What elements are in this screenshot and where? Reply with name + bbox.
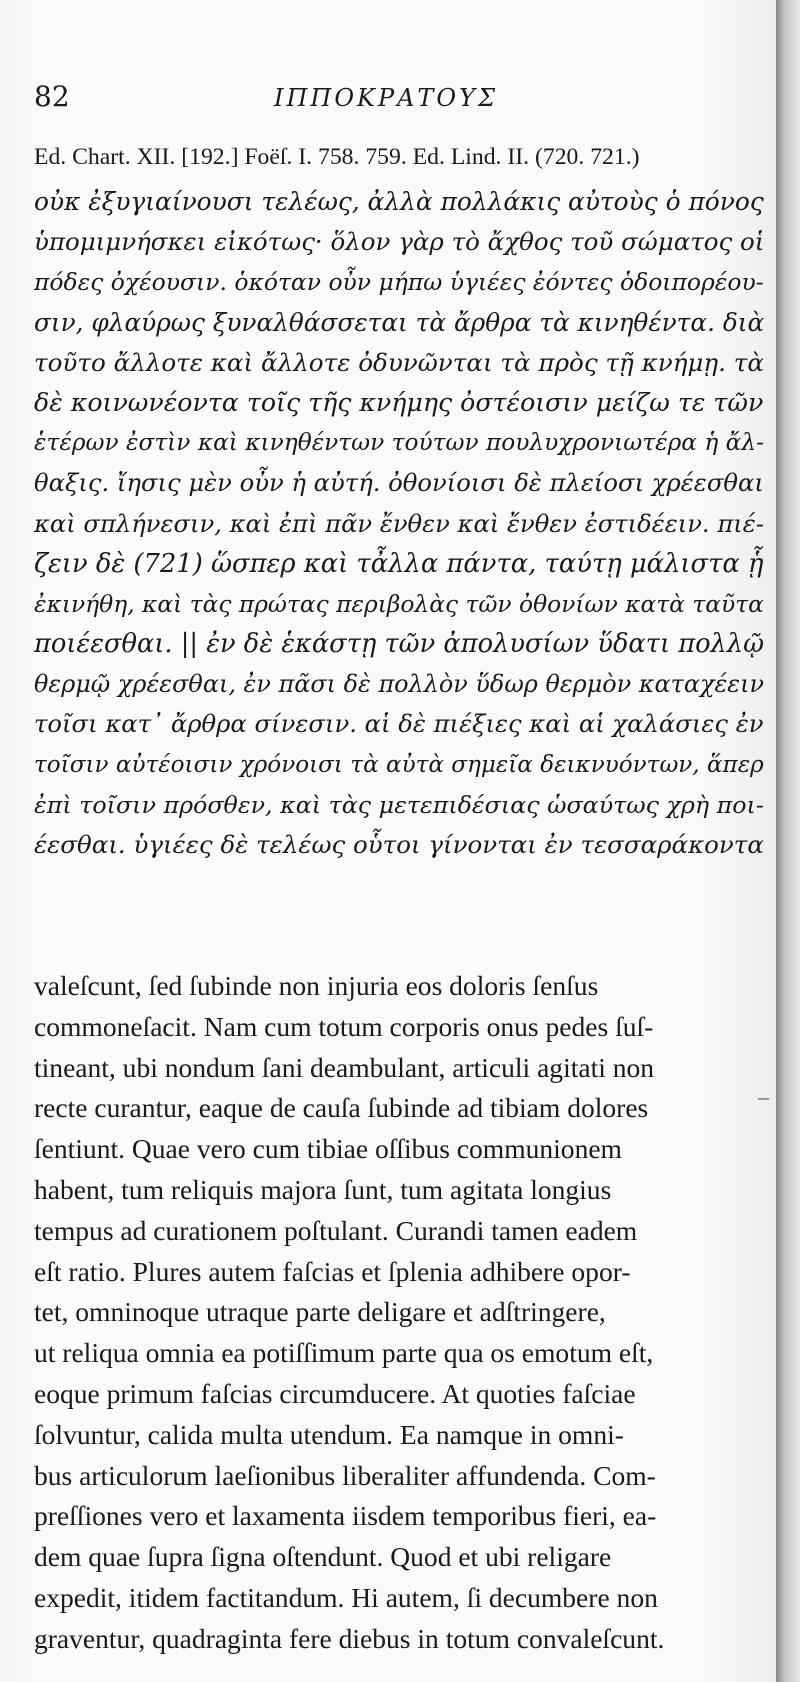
latin-line: ſolvuntur, calida multa utendum. Ea namque in omni- bbox=[34, 1418, 624, 1450]
page-header bbox=[34, 80, 774, 130]
latin-line: eſt ratio. Plures autem faſcias et ſplenia adhibere opor- bbox=[34, 1255, 631, 1287]
book-spine-shadow bbox=[776, 0, 800, 1682]
greek-line: τοῖσι κατ᾽ ἄρθρα σίνεσιν. αἱ δὲ πιέξιες καὶ αἱ χαλάσιες ἐν bbox=[34, 709, 764, 739]
latin-line: tempus ad curationem poſtulant. Curandi tamen eadem bbox=[34, 1214, 638, 1246]
latin-line: recte curantur, eaque de cauſa ſubinde ad tibiam dolores bbox=[34, 1092, 649, 1124]
greek-text-block bbox=[34, 182, 774, 865]
greek-line: έεσθαι. ὑγιέες δὲ τελέως οὗτοι γίνονται ἐν τεσσαράκοντα bbox=[34, 830, 764, 859]
page-number: 82 bbox=[34, 80, 70, 113]
greek-line: ἐπὶ τοῖσιν πρόσθεν, καὶ τὰς μετεπιδέσιας ὡσαύτως χρὴ ποι- bbox=[34, 790, 764, 819]
latin-line: dem quae ſupra ſigna oſtendunt. Quod et ubi religare bbox=[34, 1541, 612, 1573]
latin-line: ut reliqua omnia ea potiſſimum parte qua os emotum eſt, bbox=[34, 1337, 654, 1369]
greek-line: δὲ κοινωνέοντα τοῖς τῆς κνήμης ὀστέοισιν μείζω τε τῶν bbox=[34, 387, 764, 417]
margin-dash-mark: – bbox=[758, 1084, 769, 1109]
latin-line: expedit, itidem factitandum. Hi autem, ſi decumbere non bbox=[34, 1581, 658, 1613]
latin-line: preſſiones vero et laxamenta iisdem temporibus fieri, ea- bbox=[34, 1500, 657, 1532]
greek-line: σιν, φλαύρως ξυναλθάσσεται τὰ ἄρθρα τὰ κινηθέντα. διὰ bbox=[34, 307, 765, 337]
latin-line: habent, tum reliquis majora ſunt, tum agitata longius bbox=[34, 1173, 612, 1205]
latin-line: graventur, quadraginta fere diebus in totum convaleſcunt. bbox=[34, 1622, 665, 1654]
greek-line: τοῦτο ἄλλοτε καὶ ἄλλοτε ὀδυνῶνται τὰ πρὸς τῇ κνήμῃ. τὰ bbox=[34, 347, 764, 377]
greek-line: ὑπομιμνήσκει εἰκότως· ὅλον γὰρ τὸ ἄχθος τοῦ σώματος οἱ bbox=[34, 227, 765, 257]
greek-line: ποιέεσθαι. || ἐν δὲ ἑκάστῃ τῶν ἀπολυσίων ὕδατι πολλῷ bbox=[34, 629, 765, 660]
latin-line: commoneſacit. Nam cum totum corporis onus pedes ſuſ- bbox=[34, 1010, 654, 1042]
latin-line: eoque primum faſcias circumducere. At quoties faſciae bbox=[34, 1377, 636, 1409]
running-head: ΙΠΠΟΚΡΑΤΟΥΣ bbox=[274, 84, 498, 112]
latin-line: tineant, ubi nondum ſani deambulant, articuli agitati non bbox=[34, 1051, 655, 1083]
greek-line: καὶ σπλήνεσιν, καὶ ἐπὶ πᾶν ἔνθεν καὶ ἔνθεν ἐστιδέειν. πιέ- bbox=[34, 509, 764, 538]
greek-line: ἐκινήθη, καὶ τὰς πρώτας περιβολὰς τῶν ὀθονίων κατὰ ταῦτα bbox=[34, 589, 764, 618]
greek-line: πόδες ὀχέουσιν. ὁκόταν οὖν μήπω ὑγιέες ἐόντες ὁδοιπορέου- bbox=[34, 268, 764, 297]
latin-text-block bbox=[34, 966, 774, 1660]
greek-line: θαξις. ἴησις μὲν οὖν ἡ αὐτή. ὀθονίοισι δὲ πλείοσι χρέεσθαι bbox=[34, 468, 764, 498]
latin-line: tet, omninoque utraque parte deligare et adſtringere, bbox=[34, 1296, 606, 1328]
greek-line: τοῖσιν αὐτέοισιν χρόνοισι τὰ αὐτὰ σημεῖα δεικνυόντων, ἅπερ bbox=[34, 751, 764, 778]
greek-line: ζειν δὲ (721) ὥσπερ καὶ τἆλλα πάντα, ταύτῃ μάλιστα ᾗ bbox=[34, 548, 764, 579]
greek-line: θερμῷ χρέεσθαι, ἐν πᾶσι δὲ πολλὸν ὕδωρ θερμὸν καταχέειν bbox=[34, 670, 765, 699]
greek-line: οὐκ ἐξυγιαίνουσι τελέως, ἀλλὰ πολλάκις αὐτοὺς ὁ πόνος bbox=[34, 187, 764, 216]
edition-references: Ed. Chart. XII. [192.] Foëſ. I. 758. 759. Ed. Lind. II. (720. 721.) bbox=[34, 144, 640, 170]
latin-line: bus articulorum laeſionibus liberaliter affundenda. Com- bbox=[34, 1459, 656, 1491]
greek-line: ἑτέρων ἐστὶν καὶ κινηθέντων τούτων πουλυχρονιωτέρα ἡ ἄλ- bbox=[34, 429, 764, 457]
latin-line: ſentiunt. Quae vero cum tibiae oſſibus communionem bbox=[34, 1133, 622, 1165]
latin-line: valeſcunt, ſed ſubinde non injuria eos doloris ſenſus bbox=[34, 970, 599, 1001]
